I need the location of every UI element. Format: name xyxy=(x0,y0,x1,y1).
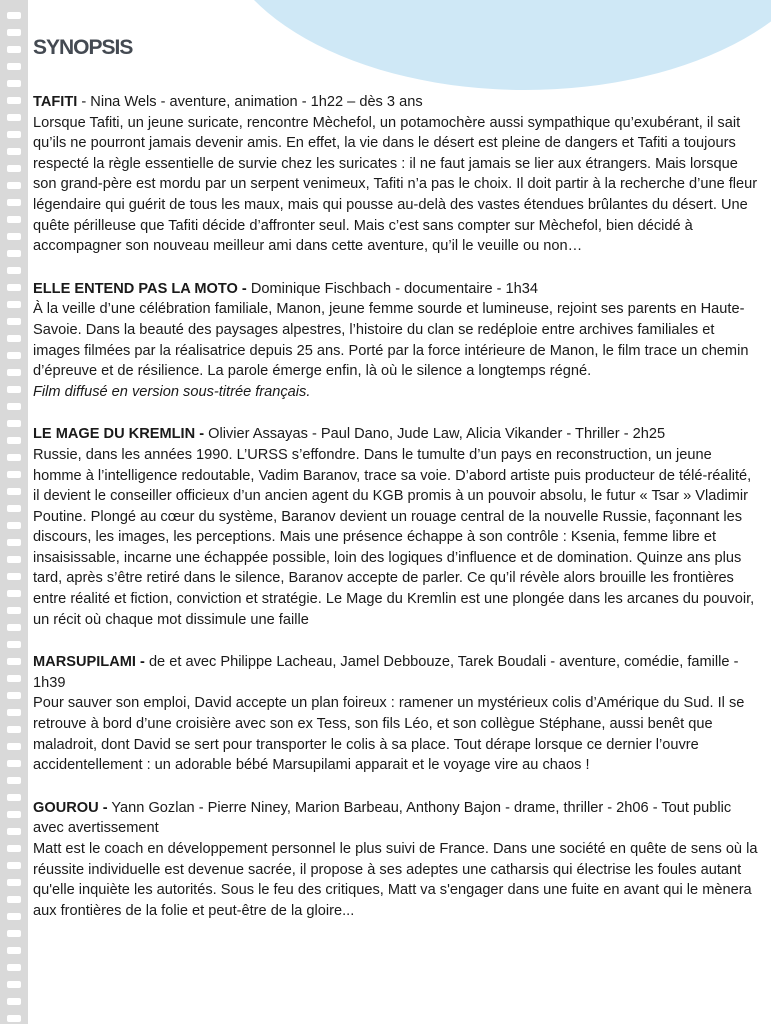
film-header xyxy=(33,798,761,839)
film-title: LE MAGE DU KREMLIN - xyxy=(33,426,205,443)
film-perforation xyxy=(7,471,21,478)
film-perforation xyxy=(7,420,21,427)
film-entry-gourou xyxy=(33,798,761,922)
film-perforation xyxy=(7,267,21,274)
film-perforation xyxy=(7,454,21,461)
film-perforation xyxy=(7,403,21,410)
film-note: Film diffusé en version sous-titrée français. xyxy=(33,383,311,400)
film-perforation xyxy=(7,573,21,580)
film-perforation xyxy=(7,29,21,36)
film-perforation xyxy=(7,522,21,529)
page-title: SYNOPSIS xyxy=(33,36,133,59)
film-meta: Yann Gozlan - Pierre Niney, Marion Barbeau, Anthony Bajon - drame, thriller - 2h06 - Tout public avec avertissement xyxy=(33,799,732,837)
film-perforation xyxy=(7,845,21,852)
film-perforation xyxy=(7,879,21,886)
film-perforation xyxy=(7,641,21,648)
film-perforation xyxy=(7,913,21,920)
film-synopsis: Russie, dans les années 1990. L’URSS s’effondre. Dans le tumulte d’un pays en reconstruction, un jeune homme à l’intelligence redoutable, Vadim Baranov, trace sa voie. D’abord artiste puis producteur de télé-réalité, il devient le conseiller officieux d’un ancien agent du KGB promis à un pouvoir absolu, le futur « Tsar » Vladimir Poutine. Plongé au cœur du système, Baranov devient un rouage central de la nouvelle Russie, façonnant les discours, les images, les perceptions. Mais une présence échappe à son contrôle : Ksenia, femme libre et insaisissable, incarne une échappée possible, loin des logiques d’influence et de domination. Quinze ans plus tard, après s’être retiré dans le silence, Baranov accepte de parler. Ce qu’il révèle alors brouille les frontières entre réalité et fiction, conviction et stratégie. Le Mage du Kremlin est une plongée dans les arcanes du pouvoir, un récit où chaque mot dissimule une faille xyxy=(33,446,755,628)
film-perforation xyxy=(7,726,21,733)
film-perforation xyxy=(7,862,21,869)
film-header xyxy=(33,652,761,693)
film-perforation xyxy=(7,998,21,1005)
film-meta: Olivier Assayas - Paul Dano, Jude Law, Alicia Vikander - Thriller - 2h25 xyxy=(204,426,666,443)
film-perforation xyxy=(7,607,21,614)
film-synopsis: Lorsque Tafiti, un jeune suricate, rencontre Mèchefol, un potamochère aussi sympathique qu’exubérant, il sait qu’ils ne pourront jamais devenir amis. En effet, la vie dans le désert est pleine de dangers et Tafiti a toujours respecté la règle essentielle de survie chez les suricates : il ne faut jamais se lier aux étrangers. Mais lorsque son grand-père est mordu par un serpent venimeux, Tafiti n’a pas le choix. Il doit partir à la recherche d’une fleur légendaire qui guérit de tous les maux, mais qui pousse au-delà des vastes étendues brûlantes du désert. Une quête périlleuse que Tafiti décide d’affronter seul. Mais c’est sans compter sur Mèchefol, bien décidé à accompagner son nouveau meilleur ami dans cette aventure, qu’il le veuille ou non… xyxy=(33,114,758,255)
film-perforation xyxy=(7,216,21,223)
film-perforation xyxy=(7,692,21,699)
film-header xyxy=(33,92,761,113)
film-perforation xyxy=(7,811,21,818)
film-perforation xyxy=(7,590,21,597)
film-perforation xyxy=(7,556,21,563)
film-perforation xyxy=(7,114,21,121)
film-perforation xyxy=(7,760,21,767)
film-perforation xyxy=(7,828,21,835)
film-perforation xyxy=(7,80,21,87)
film-perforation xyxy=(7,675,21,682)
film-perforation xyxy=(7,301,21,308)
film-perforation xyxy=(7,930,21,937)
film-perforation xyxy=(7,352,21,359)
film-perforation xyxy=(7,369,21,376)
film-perforation xyxy=(7,437,21,444)
film-header xyxy=(33,279,761,300)
film-perforation xyxy=(7,284,21,291)
film-perforation xyxy=(7,12,21,19)
film-perforation xyxy=(7,63,21,70)
film-perforation xyxy=(7,539,21,546)
synopsis-list xyxy=(33,92,761,943)
film-perforation xyxy=(7,250,21,257)
decorative-circle xyxy=(215,0,771,90)
film-perforation xyxy=(7,709,21,716)
film-perforation xyxy=(7,658,21,665)
film-perforation xyxy=(7,624,21,631)
film-perforation xyxy=(7,165,21,172)
film-perforation xyxy=(7,981,21,988)
film-perforation xyxy=(7,947,21,954)
film-perforation xyxy=(7,777,21,784)
film-meta: Dominique Fischbach - documentaire - 1h34 xyxy=(246,280,538,297)
film-perforation xyxy=(7,318,21,325)
film-header xyxy=(33,424,761,445)
film-perforation xyxy=(7,964,21,971)
film-perforation xyxy=(7,488,21,495)
film-title: TAFITI xyxy=(33,94,78,110)
film-meta: - Nina Wels - aventure, animation - 1h22 – dès 3 ans xyxy=(77,94,423,110)
film-perforation xyxy=(7,131,21,138)
film-meta: de et avec Philippe Lacheau, Jamel Debbouze, Tarek Boudali - aventure, comédie, famille - 1h39 xyxy=(33,654,739,691)
film-synopsis: Matt est le coach en développement personnel le plus suivi de France. Dans une société en quête de sens où la réussite individuelle est devenue sacrée, il propose à ses adeptes une catharsis qui électrise les foules autant qu'elle inquiète les autorités. Sous le feu des critiques, Matt va s'engager dans une fuite en avant qui le mènera aux frontières de la folie et peut-être de la gloire... xyxy=(33,841,758,919)
film-perforation xyxy=(7,233,21,240)
film-perforation xyxy=(7,505,21,512)
film-entry-marsupilami xyxy=(33,652,761,776)
film-entry-elle-entend-pas-la-moto xyxy=(33,279,761,403)
film-perforation xyxy=(7,386,21,393)
film-perforation xyxy=(7,794,21,801)
film-synopsis: Pour sauver son emploi, David accepte un plan foireux : ramener un mystérieux colis d’Amérique du Sud. Il se retrouve à bord d’une croisière avec son ex Tess, son fils Léo, et son collègue Stéphane, aussi benêt que maladroit, dont David se sert pour transporter le colis à sa place. Tout dérape lorsque ce dernier l’ouvre accidentellement : un adorable bébé Marsupilami apparait et le voyage vire au chaos ! xyxy=(33,695,745,774)
film-title: MARSUPILAMI - xyxy=(33,654,145,671)
film-perforation xyxy=(7,743,21,750)
film-entry-tafiti xyxy=(33,92,761,257)
film-perforation xyxy=(7,148,21,155)
film-perforation xyxy=(7,97,21,104)
film-perforation xyxy=(7,182,21,189)
film-title: GOUROU - xyxy=(33,799,108,816)
film-perforation xyxy=(7,896,21,903)
film-strip-border xyxy=(0,0,28,1024)
film-perforation xyxy=(7,46,21,53)
film-entry-le-mage-du-kremlin xyxy=(33,424,761,630)
film-perforation xyxy=(7,1015,21,1022)
film-synopsis: À la veille d’une célébration familiale, Manon, jeune femme sourde et lumineuse, rejoint ses parents en Haute-Savoie. Dans la beauté des paysages alpestres, l’histoire du clan se redéploie entre archives familiales et images filmées par la réalisatrice depuis 25 ans. Porté par la force intérieure de Manon, le film trace un chemin d’épreuve et de résilience. La parole émerge enfin, là où le silence a longtemps régné. xyxy=(33,301,749,380)
film-perforation xyxy=(7,199,21,206)
film-title: ELLE ENTEND PAS LA MOTO - xyxy=(33,280,247,297)
film-perforation xyxy=(7,335,21,342)
